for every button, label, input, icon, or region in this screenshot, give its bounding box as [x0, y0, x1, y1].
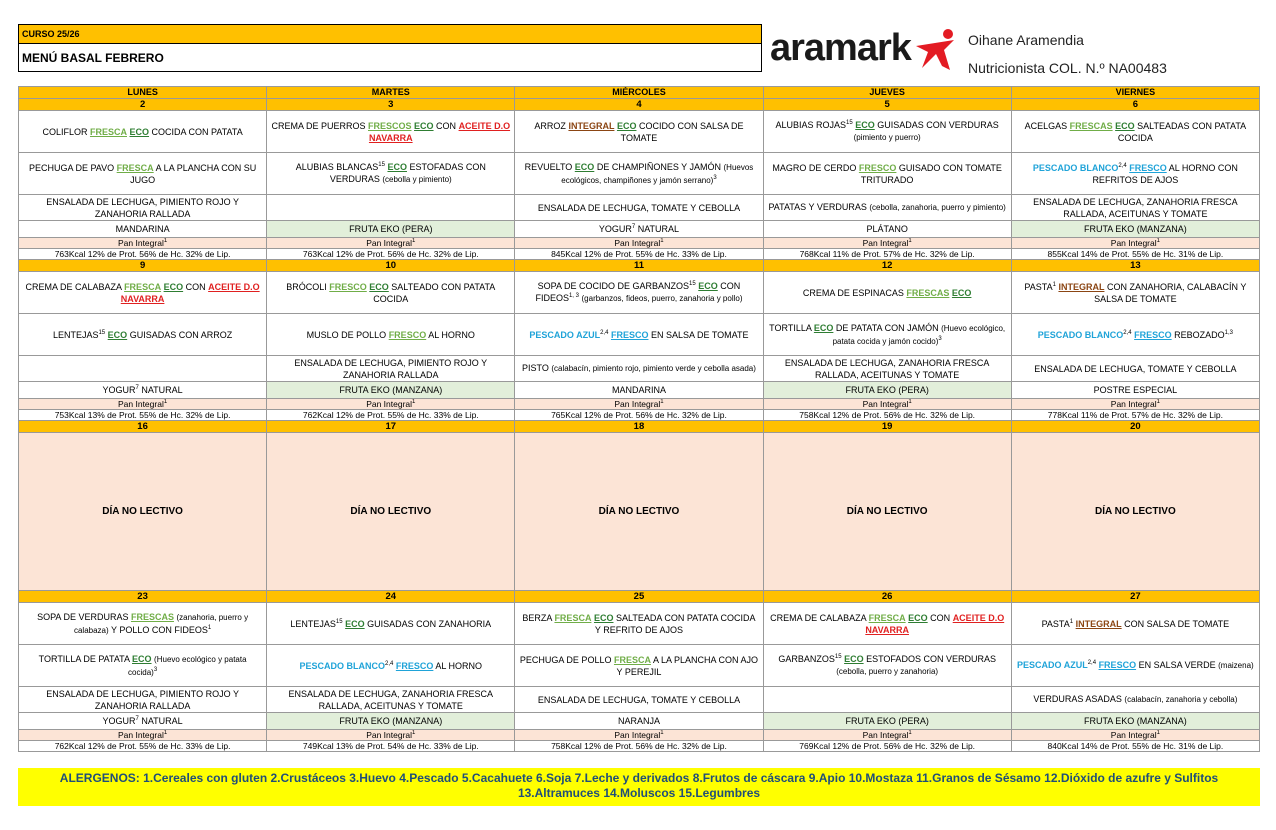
main-dish: MAGRO DE CERDO FRESCO GUISADO CON TOMATE TRITURADO: [763, 153, 1011, 195]
date-cell: 26: [763, 591, 1011, 603]
date-cell: 16: [19, 421, 267, 433]
allergen-ref: 1: [163, 730, 168, 737]
main-dish: PECHUGA DE POLLO FRESCA A LA PLANCHA CON AJO Y PEREJIL: [515, 645, 763, 687]
dessert-cell: YOGUR$^7$ NATURAL: [515, 221, 763, 238]
fish-label: PESCADO BLANCO: [1032, 162, 1119, 173]
date-cell: 5: [763, 99, 1011, 111]
dessert-cell: MANDARINA: [515, 382, 763, 399]
bread-cell: Pan Integral$^1$: [267, 238, 515, 249]
fresh-fish-tag: FRESCO: [395, 660, 434, 671]
weekday-header: MIÉRCOLES: [515, 87, 763, 99]
eco-tag: ECO: [951, 287, 972, 298]
dessert-cell: FRUTA EKO (MANZANA): [1011, 221, 1259, 238]
eco-tag: ECO: [107, 329, 128, 340]
starter-dish: SOPA DE VERDURAS FRESCAS (zanahoria, puerro y calabaza) Y POLLO CON FIDEOS$^1$: [19, 603, 267, 645]
nutritionist-name: Oihane Aramendia: [968, 32, 1084, 48]
menu-header: [18, 24, 762, 72]
nutrition-cell: 840Kcal 14% de Prot. 55% de Hc. 31% de Lip.: [1011, 741, 1259, 752]
allergen-ref: 1: [1069, 618, 1074, 625]
fish-label: PESCADO AZUL: [529, 329, 601, 340]
date-cell: 20: [1011, 421, 1259, 433]
allergen-ref: 1: [908, 238, 912, 245]
nutrition-cell: 855Kcal 14% de Prot. 55% de Hc. 31% de Lip.: [1011, 249, 1259, 260]
main-dish: PESCADO AZUL$^{2,4}$ FRESCO EN SALSA VERDE (maizena): [1011, 645, 1259, 687]
starter-dish: BRÓCOLI FRESCO ECO SALTEADO CON PATATA COCIDA: [267, 272, 515, 314]
bread-cell: Pan Integral$^1$: [267, 730, 515, 741]
fish-label: PESCADO AZUL: [1017, 660, 1088, 670]
eco-tag: ECO: [1115, 120, 1135, 131]
fresh-tag: FRESCA: [554, 612, 592, 623]
date-cell: 17: [267, 421, 515, 433]
bread-cell: Pan Integral$^1$: [763, 399, 1011, 410]
fresh-tag: FRESCOS: [368, 120, 412, 131]
olive-oil-tag: ACEITE D.O NAVARRA: [865, 612, 1005, 635]
allergen-ref: 1: [1156, 399, 1160, 406]
eco-tag: ECO: [414, 120, 434, 131]
allergen-ref: 1: [412, 238, 416, 245]
starter-dish: BERZA FRESCA ECO SALTEADA CON PATATA COCIDA Y REFRITO DE AJOS: [515, 603, 763, 645]
dessert-cell: FRUTA EKO (PERA): [763, 713, 1011, 730]
main-dish: TORTILLA ECO DE PATATA CON JAMÓN (Huevo ecológico, patata cocida y jamón cocido)$^3$: [763, 314, 1011, 356]
side-dish: ENSALADA DE LECHUGA, TOMATE Y CEBOLLA: [1011, 356, 1259, 382]
side-dish: ENSALADA DE LECHUGA, TOMATE Y CEBOLLA: [515, 687, 763, 713]
fresh-tag: FRESCA: [116, 162, 154, 173]
date-cell: 10: [267, 260, 515, 272]
side-dish: ENSALADA DE LECHUGA, PIMIENTO ROJO Y ZANAHORIA RALLADA: [19, 195, 267, 221]
allergen-ref: 15: [378, 162, 385, 168]
side-dish: [267, 195, 515, 221]
allergen-ref: 1: [207, 624, 212, 631]
date-row: [19, 260, 1260, 272]
allergen-ref: 3: [153, 666, 158, 673]
side-dish: VERDURAS ASADAS (calabacín, zanahoria y cebolla): [1011, 687, 1259, 713]
dessert-cell: FRUTA EKO (MANZANA): [1011, 713, 1259, 730]
side-row: [19, 356, 1260, 382]
allergen-ref: 1: [660, 399, 664, 406]
dish-detail: (zanahoria, puerro y calabaza): [73, 612, 249, 635]
nutrition-cell: 845Kcal 12% de Prot. 55% de Hc. 33% de Lip.: [515, 249, 763, 260]
nutrition-cell: 763Kcal 12% de Prot. 56% de Hc. 32% de Lip.: [267, 249, 515, 260]
main-dish: PESCADO AZUL$^{2,4}$ FRESCO EN SALSA DE TOMATE: [515, 314, 763, 356]
starter-dish: CREMA DE CALABAZA FRESCA ECO CON ACEITE D.O NAVARRA: [19, 272, 267, 314]
date-cell: 9: [19, 260, 267, 272]
weekday-header-row: [19, 87, 1260, 99]
fresh-tag: FRESCO: [858, 162, 897, 173]
eco-tag: ECO: [616, 120, 637, 131]
dish-detail: (Huevo ecológico y patata cocida): [128, 654, 247, 677]
starter-dish: PASTA$^1$ INTEGRAL CON ZANAHORIA, CALABACÍN Y SALSA DE TOMATE: [1011, 272, 1259, 314]
nutrition-cell: 769Kcal 12% de Prot. 56% de Hc. 32% de Lip.: [763, 741, 1011, 752]
no-school-cell: DÍA NO LECTIVO: [19, 433, 267, 591]
nutritionist-info: [968, 26, 1167, 82]
bread-cell: Pan Integral$^1$: [763, 730, 1011, 741]
bread-cell: Pan Integral$^1$: [19, 399, 267, 410]
fresh-tag: FRESCO: [388, 329, 427, 340]
starter-dish: SOPA DE COCIDO DE GARBANZOS$^{15}$ ECO CON FIDEOS$^{1, 3}$ (garbanzos, fideos, puerro, zanahoria y pollo): [515, 272, 763, 314]
bread-cell: Pan Integral$^1$: [763, 238, 1011, 249]
allergen-ref: 1: [1052, 281, 1056, 288]
side-dish: PISTO (calabacín, pimiento rojo, pimiento verde y cebolla asada): [515, 356, 763, 382]
starter-dish: PASTA$^1$ INTEGRAL CON SALSA DE TOMATE: [1011, 603, 1259, 645]
dish-detail: (calabacín, pimiento rojo, pimiento verde y cebolla asada): [551, 364, 756, 373]
allergen-ref: 15: [689, 281, 696, 287]
date-row: [19, 421, 1260, 433]
weekday-header: LUNES: [19, 87, 267, 99]
fresh-tag: FRESCAS: [906, 287, 950, 298]
starter-dish: CREMA DE ESPINACAS FRESCAS ECO: [763, 272, 1011, 314]
main-dish: PESCADO BLANCO$^{2,4}$ FRESCO AL HORNO: [267, 645, 515, 687]
allergen-ref: 7: [135, 385, 139, 391]
main-dish: MUSLO DE POLLO FRESCO AL HORNO: [267, 314, 515, 356]
bread-row: [19, 399, 1260, 410]
allergen-ref: 15: [98, 329, 106, 336]
dish-detail: (Huevo ecológico, patata cocida y jamón cocido): [832, 323, 1006, 346]
bread-cell: Pan Integral$^1$: [1011, 238, 1259, 249]
main-dish: PESCADO BLANCO$^{2,4}$ FRESCO AL HORNO CON REFRITOS DE AJOS: [1011, 153, 1259, 195]
starter-dish: ARROZ INTEGRAL ECO COCIDO CON SALSA DE TOMATE: [515, 111, 763, 153]
date-row: [19, 99, 1260, 111]
allergen-ref: 1: [163, 399, 168, 406]
eco-tag: ECO: [163, 281, 184, 292]
no-school-row: [19, 433, 1260, 591]
dessert-cell: FRUTA EKO (MANZANA): [267, 713, 515, 730]
allergen-ref: 1: [412, 730, 416, 737]
fresh-fish-tag: FRESCO: [610, 329, 649, 340]
weekday-header: MARTES: [267, 87, 515, 99]
eco-tag: ECO: [387, 162, 407, 172]
date-cell: 18: [515, 421, 763, 433]
date-cell: 2: [19, 99, 267, 111]
fresh-tag: FRESCA: [124, 281, 162, 292]
dessert-row: [19, 713, 1260, 730]
nutrition-cell: 753Kcal 13% de Prot. 55% de Hc. 32% de Lip.: [19, 410, 267, 421]
starter-dish: COLIFLOR FRESCA ECO COCIDA CON PATATA: [19, 111, 267, 153]
allergen-ref: 1: [908, 730, 912, 737]
no-school-cell: DÍA NO LECTIVO: [267, 433, 515, 591]
allergen-ref: 1,3: [1224, 329, 1233, 336]
bread-cell: Pan Integral$^1$: [1011, 399, 1259, 410]
main-row: [19, 153, 1260, 195]
no-school-cell: DÍA NO LECTIVO: [515, 433, 763, 591]
fresh-tag: FRESCAS: [1069, 120, 1113, 131]
dessert-cell: FRUTA EKO (PERA): [763, 382, 1011, 399]
bread-cell: Pan Integral$^1$: [19, 238, 267, 249]
starter-row: [19, 111, 1260, 153]
starter-dish: LENTEJAS$^{15}$ ECO GUISADAS CON ZANAHORIA: [267, 603, 515, 645]
bread-cell: Pan Integral$^1$: [1011, 730, 1259, 741]
olive-oil-tag: ACEITE D.O NAVARRA: [120, 281, 260, 304]
starter-row: [19, 272, 1260, 314]
fresh-tag: FRESCA: [868, 612, 906, 623]
main-row: [19, 645, 1260, 687]
allergen-ref: 15: [846, 120, 853, 126]
side-dish: ENSALADA DE LECHUGA, PIMIENTO ROJO Y ZANAHORIA RALLADA: [267, 356, 515, 382]
dessert-cell: NARANJA: [515, 713, 763, 730]
main-row: [19, 314, 1260, 356]
allergen-ref: 1: [1156, 238, 1160, 245]
bread-cell: Pan Integral$^1$: [515, 730, 763, 741]
nutrition-cell: 762Kcal 12% de Prot. 55% de Hc. 33% de Lip.: [267, 410, 515, 421]
starter-dish: ALUBIAS ROJAS$^{15}$ ECO GUISADAS CON VERDURAS (pimiento y puerro): [763, 111, 1011, 153]
date-cell: 23: [19, 591, 267, 603]
fresh-fish-tag: FRESCO: [1129, 162, 1167, 173]
date-cell: 11: [515, 260, 763, 272]
nutrition-cell: 758Kcal 12% de Prot. 56% de Hc. 32% de Lip.: [763, 410, 1011, 421]
allergen-ref: 15: [834, 654, 842, 660]
side-dish: [19, 356, 267, 382]
eco-tag: ECO: [132, 653, 152, 664]
dish-detail: (calabacín, zanahoria y cebolla): [1124, 695, 1238, 704]
dish-detail: (garbanzos, fideos, puerro, zanahoria y pollo): [581, 294, 743, 303]
dessert-row: [19, 382, 1260, 399]
starter-row: [19, 603, 1260, 645]
fish-label: PESCADO BLANCO: [299, 660, 385, 671]
side-dish: ENSALADA DE LECHUGA, PIMIENTO ROJO Y ZANAHORIA RALLADA: [19, 687, 267, 713]
nutrition-row: [19, 741, 1260, 752]
side-dish: PATATAS Y VERDURAS (cebolla, zanahoria, puerro y pimiento): [763, 195, 1011, 221]
main-dish: GARBANZOS$^{15}$ ECO ESTOFADOS CON VERDURAS (cebolla, puerro y zanahoria): [763, 645, 1011, 687]
main-dish: PECHUGA DE PAVO FRESCA A LA PLANCHA CON SU JUGO: [19, 153, 267, 195]
star-figure-icon: [910, 26, 960, 74]
main-dish: ALUBIAS BLANCAS$^{15}$ ECO ESTOFADAS CON VERDURAS (cebolla y pimiento): [267, 153, 515, 195]
main-dish: REVUELTO ECO DE CHAMPIÑONES Y JAMÓN (Huevos ecológicos, champiñones y jamón serrano)$^3$: [515, 153, 763, 195]
allergen-legend: ALERGENOS: 1.Cereales con gluten 2.Crustáceos 3.Huevo 4.Pescado 5.Cacahuete 6.Soja 7.Leche y derivados 8.Frutos de cáscara 9.Apio 10.Mostaza 11.Granos de Sésamo 12.Dióxido de azufre y Sulfitos 13.Altramuces 14.Moluscos 15.Legumbres: [18, 768, 1260, 806]
dish-detail: (cebolla, puerro y zanahoria): [836, 667, 939, 676]
allergen-ref: 1: [1156, 730, 1160, 737]
date-cell: 4: [515, 99, 763, 111]
nutrition-row: [19, 410, 1260, 421]
eco-tag: ECO: [908, 612, 928, 623]
integral-tag: INTEGRAL: [1075, 618, 1122, 629]
date-cell: 13: [1011, 260, 1259, 272]
weekday-header: JUEVES: [763, 87, 1011, 99]
no-school-cell: DÍA NO LECTIVO: [1011, 433, 1259, 591]
dessert-cell: POSTRE ESPECIAL: [1011, 382, 1259, 399]
fresh-tag: FRESCA: [613, 654, 651, 665]
dessert-cell: YOGUR$^7$ NATURAL: [19, 382, 267, 399]
date-cell: 3: [267, 99, 515, 111]
dessert-cell: YOGUR$^7$ NATURAL: [19, 713, 267, 730]
side-dish: ENSALADA DE LECHUGA, ZANAHORIA FRESCA RALLADA, ACEITUNAS Y TOMATE: [267, 687, 515, 713]
allergen-ref: 1: [412, 399, 416, 406]
starter-dish: CREMA DE CALABAZA FRESCA ECO CON ACEITE D.O NAVARRA: [763, 603, 1011, 645]
date-cell: 25: [515, 591, 763, 603]
nutritionist-registration: Nutricionista COL. N.º NA00483: [968, 60, 1167, 76]
dish-detail: (Huevos ecológicos, champiñones y jamón serrano): [561, 162, 754, 185]
fresh-fish-tag: FRESCO: [1134, 329, 1172, 340]
dish-detail: (maizena): [1218, 661, 1254, 670]
integral-tag: INTEGRAL: [1058, 281, 1105, 292]
menu-table: [18, 86, 1260, 752]
dish-detail: (pimiento y puerro): [853, 133, 921, 142]
fresh-fish-tag: FRESCO: [1098, 660, 1137, 670]
allergen-ref: 2,4: [600, 329, 609, 336]
bread-cell: Pan Integral$^1$: [515, 238, 763, 249]
eco-tag: ECO: [129, 126, 150, 137]
allergen-ref: 1: [660, 730, 664, 737]
dessert-row: [19, 221, 1260, 238]
side-dish: ENSALADA DE LECHUGA, ZANAHORIA FRESCA RALLADA, ACEITUNAS Y TOMATE: [1011, 195, 1259, 221]
weekday-header: VIERNES: [1011, 87, 1259, 99]
date-cell: 6: [1011, 99, 1259, 111]
side-row: [19, 687, 1260, 713]
dessert-cell: FRUTA EKO (PERA): [267, 221, 515, 238]
logo-wordmark: aramark: [770, 27, 911, 69]
dessert-cell: FRUTA EKO (MANZANA): [267, 382, 515, 399]
no-school-cell: DÍA NO LECTIVO: [763, 433, 1011, 591]
dessert-cell: PLÁTANO: [763, 221, 1011, 238]
bread-cell: Pan Integral$^1$: [515, 399, 763, 410]
main-dish: TORTILLA DE PATATA ECO (Huevo ecológico y patata cocida)$^3$: [19, 645, 267, 687]
eco-tag: ECO: [593, 612, 614, 623]
nutrition-cell: 765Kcal 12% de Prot. 56% de Hc. 32% de Lip.: [515, 410, 763, 421]
fish-label: PESCADO BLANCO: [1037, 329, 1124, 340]
starter-dish: CREMA DE PUERROS FRESCOS ECO CON ACEITE D.O NAVARRA: [267, 111, 515, 153]
dish-detail: (cebolla y pimiento): [382, 175, 452, 184]
nutrition-cell: 768Kcal 11% de Prot. 57% de Hc. 32% de Lip.: [763, 249, 1011, 260]
bread-row: [19, 238, 1260, 249]
date-row: [19, 591, 1260, 603]
allergen-ref: 3: [713, 174, 717, 181]
dessert-cell: MANDARINA: [19, 221, 267, 238]
allergen-ref: 7: [631, 224, 636, 230]
side-dish: [763, 687, 1011, 713]
nutrition-cell: 758Kcal 12% de Prot. 56% de Hc. 32% de Lip.: [515, 741, 763, 752]
eco-tag: ECO: [345, 618, 365, 629]
allergen-ref: 1, 3: [568, 293, 579, 299]
aramark-logo: [770, 26, 960, 74]
nutrition-cell: 749Kcal 13% de Prot. 54% de Hc. 33% de Lip.: [267, 741, 515, 752]
allergen-ref: 15: [335, 618, 343, 625]
nutrition-cell: 778Kcal 11% de Prot. 57% de Hc. 32% de Lip.: [1011, 410, 1259, 421]
nutrition-cell: 762Kcal 12% de Prot. 55% de Hc. 33% de Lip.: [19, 741, 267, 752]
eco-tag: ECO: [369, 281, 389, 292]
nutrition-cell: 763Kcal 12% de Prot. 56% de Hc. 32% de Lip.: [19, 249, 267, 260]
eco-tag: ECO: [574, 161, 595, 172]
bread-row: [19, 730, 1260, 741]
side-row: [19, 195, 1260, 221]
eco-tag: ECO: [844, 654, 864, 664]
allergen-ref: 3: [938, 335, 942, 342]
main-dish: PESCADO BLANCO$^{2,4}$ FRESCO REBOZADO$^{1,3}$: [1011, 314, 1259, 356]
bread-cell: Pan Integral$^1$: [19, 730, 267, 741]
integral-tag: INTEGRAL: [568, 120, 615, 131]
fresh-tag: FRESCO: [329, 281, 367, 292]
main-dish: LENTEJAS$^{15}$ ECO GUISADAS CON ARROZ: [19, 314, 267, 356]
fresh-tag: FRESCAS: [130, 611, 174, 622]
side-dish: ENSALADA DE LECHUGA, ZANAHORIA FRESCA RALLADA, ACEITUNAS Y TOMATE: [763, 356, 1011, 382]
nutrition-row: [19, 249, 1260, 260]
allergen-ref: 7: [135, 716, 139, 722]
side-dish: ENSALADA DE LECHUGA, TOMATE Y CEBOLLA: [515, 195, 763, 221]
allergen-ref: 2,4: [385, 660, 394, 667]
course-label: CURSO 25/26: [19, 25, 761, 44]
menu-title: MENÚ BASAL FEBRERO: [22, 51, 164, 65]
eco-tag: ECO: [698, 281, 718, 291]
starter-dish: ACELGAS FRESCAS ECO SALTEADAS CON PATATA COCIDA: [1011, 111, 1259, 153]
date-cell: 27: [1011, 591, 1259, 603]
date-cell: 12: [763, 260, 1011, 272]
eco-tag: ECO: [855, 120, 875, 130]
allergen-ref: 2,4: [1123, 329, 1132, 336]
allergen-ref: 1: [660, 238, 664, 245]
allergen-ref: 1: [163, 238, 168, 245]
date-cell: 24: [267, 591, 515, 603]
allergen-ref: 2,4: [1118, 162, 1127, 169]
allergen-ref: 2,4: [1087, 660, 1097, 666]
fresh-tag: FRESCA: [89, 126, 127, 137]
eco-tag: ECO: [813, 322, 834, 333]
allergen-ref: 1: [908, 399, 912, 406]
olive-oil-tag: ACEITE D.O NAVARRA: [368, 120, 511, 143]
date-cell: 19: [763, 421, 1011, 433]
bread-cell: Pan Integral$^1$: [267, 399, 515, 410]
dish-detail: (cebolla, zanahoria, puerro y pimiento): [869, 203, 1006, 212]
